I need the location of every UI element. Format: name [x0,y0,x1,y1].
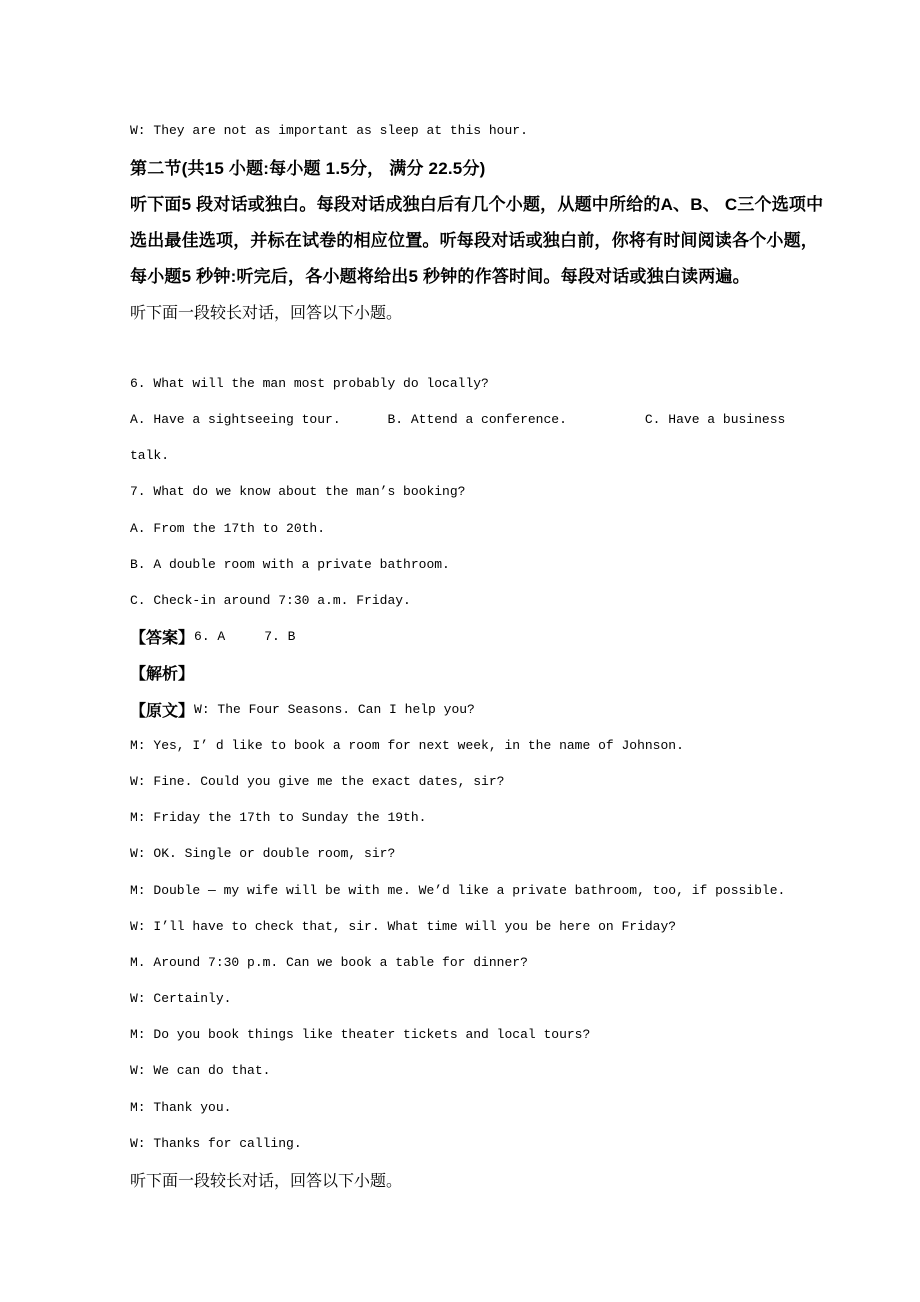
question-line [130,474,802,510]
line-text: A. From the 17th to 20th. [130,520,326,536]
line-text: M. Around 7:30 p.m. Can we book a table for dinner? [130,954,528,970]
prompt-line [130,1161,802,1197]
dialogue-line [130,836,802,872]
transcript-label: 【原文】 [130,702,195,720]
line-text: 第二节(共15 小题:每小题 1.5分， 满分 22.5分) [130,158,486,178]
line-text: M: Do you book things like theater tickets and local tours? [130,1027,591,1043]
line-text: M: Friday the 17th to Sunday the 19th. [130,810,427,826]
line-text: 听下面5 段对话或独白。每段对话成独白后有几个小题，从题中所给的A、B、 C三个选项中 [130,194,824,214]
dialogue-line [130,1053,802,1089]
options-line [130,582,802,618]
dialogue-line [130,112,802,148]
line-text: B. A double room with a private bathroom. [130,556,450,572]
line-text: C. Check-in around 7:30 a.m. Friday. [130,593,411,609]
analysis-line [130,655,802,691]
blank-line [130,329,802,365]
options-line [130,546,802,582]
dialogue-line [130,944,802,980]
line-text: 选出最佳选项，并标在试卷的相应位置。听每段对话或独白前，你将有时间阅读各个小题， [130,231,818,251]
dialogue-line [130,763,802,799]
line-text: W: We can do that. [130,1063,271,1079]
options-line [130,438,802,474]
line-text: W: Thanks for calling. [130,1135,302,1151]
line-text: M: Yes, I’ d like to book a room for next week, in the name of Johnson. [130,737,684,753]
dialogue-line [130,800,802,836]
line-text: W: OK. Single or double room, sir? [130,846,396,862]
options-line [130,510,802,546]
line-text: W: Fine. Could you give me the exact dates, sir? [130,773,505,789]
dialogue-line [130,872,802,908]
question-line [130,365,802,401]
dialogue-line [130,727,802,763]
transcript-start-line [130,691,802,727]
dialogue-line [130,981,802,1017]
dialogue-line [130,908,802,944]
line-text: 听下面一段较长对话，回答以下小题。 [130,304,403,322]
answer-label: 【答案】 [130,630,195,648]
instructions-line [130,221,818,257]
dialogue-line [130,1017,802,1053]
line-text: W: They are not as important as sleep at this hour. [130,122,528,138]
prompt-line [130,293,802,329]
analysis-label: 【解析】 [130,666,195,684]
section-heading [130,148,802,184]
line-text: 6. A 7. B [194,629,296,645]
line-text: 每小题5 秒钟:听完后，各小题将给出5 秒钟的作答时间。每段对话或独白读两遍。 [130,267,750,287]
instructions-line [130,257,802,293]
line-text: W: The Four Seasons. Can I help you? [194,701,475,717]
instructions-line [130,184,824,220]
options-line [130,402,802,438]
line-text: M: Double — my wife will be with me. We’d like a private bathroom, too, if possible. [130,882,786,898]
line-text: 6. What will the man most probably do locally? [130,375,489,391]
line-text: 听下面一段较长对话，回答以下小题。 [130,1173,403,1191]
line-text: M: Thank you. [130,1099,232,1115]
line-text: W: I’ll have to check that, sir. What time will you be here on Friday? [130,918,677,934]
line-text: W: Certainly. [130,991,232,1007]
dialogue-line [130,1089,802,1125]
dialogue-line [130,1125,802,1161]
answer-line [130,619,802,655]
line-text: talk. [130,448,170,464]
line-text: 7. What do we know about the man’s booking? [130,484,466,500]
line-text: A. Have a sightseeing tour. B. Attend a conference. C. Have a business [130,412,786,428]
